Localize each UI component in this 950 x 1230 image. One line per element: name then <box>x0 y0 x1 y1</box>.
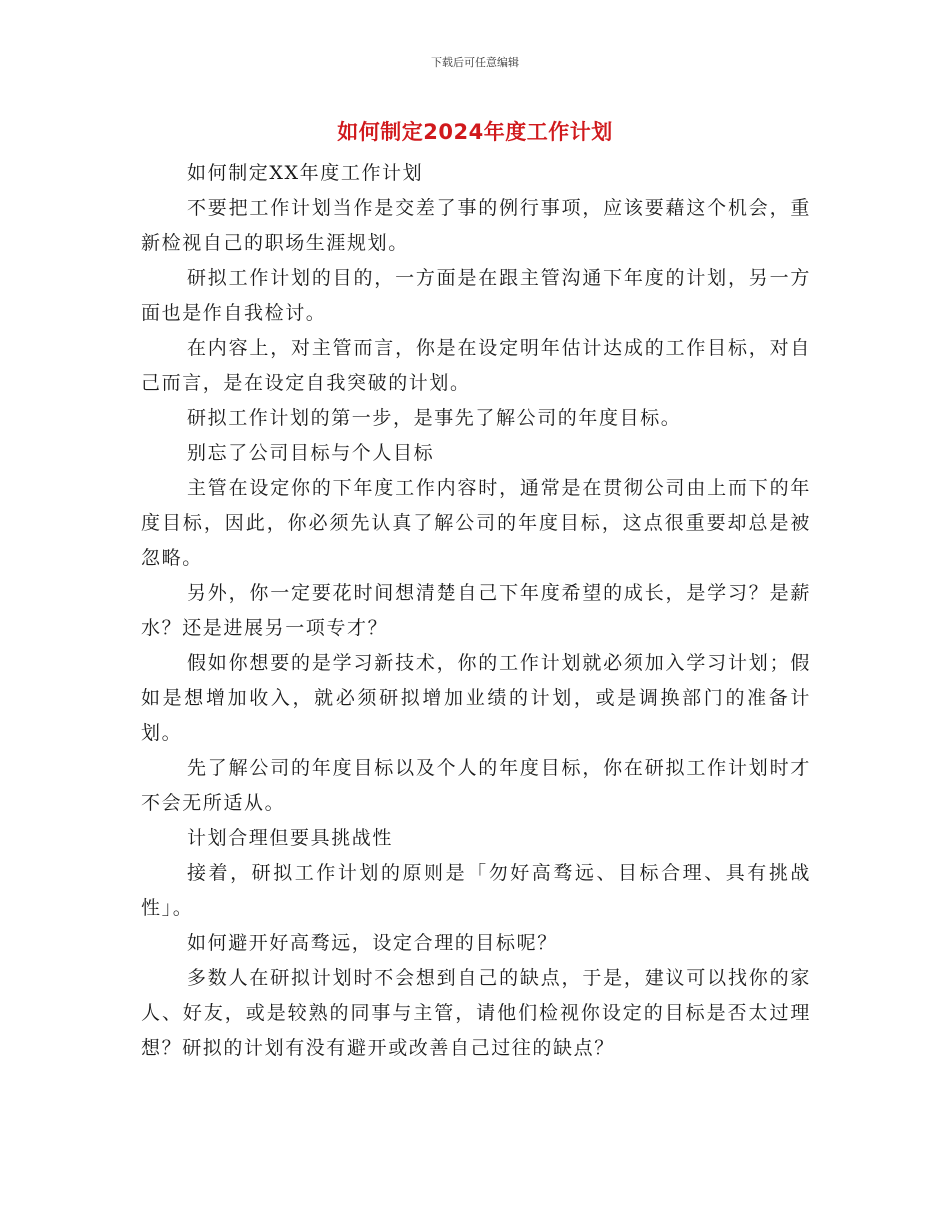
paragraph: 研拟工作计划的第一步，是事先了解公司的年度目标。 <box>187 407 682 429</box>
section-heading: 别忘了公司目标与个人目标 <box>187 442 435 464</box>
paragraph: 主管在设定你的下年度工作内容时，通常是在贯彻公司由上而下的年度目标，因此，你必须先认真了解公司的年度目标，这点很重要却总是被忽略。 <box>141 477 811 569</box>
paragraph: 不要把工作计划当作是交差了事的例行事项，应该要藉这个机会，重新检视自己的职场生涯规划。 <box>141 197 811 254</box>
document-title: 如何制定2024年度工作计划 <box>337 120 613 144</box>
paragraph: 多数人在研拟计划时不会想到自己的缺点，于是，建议可以找你的家人、好友，或是较熟的同事与主管，请他们检视你设定的目标是否太过理想？研拟的计划有没有避开或改善自己过往的缺点？ <box>141 967 811 1059</box>
paragraph: 先了解公司的年度目标以及个人的年度目标，你在研拟工作计划时才不会无所适从。 <box>141 757 811 814</box>
paragraph: 另外，你一定要花时间想清楚自己下年度希望的成长，是学习？是薪水？还是进展另一项专才？ <box>141 582 811 639</box>
paragraph: 如何制定XX年度工作计划 <box>187 162 424 184</box>
document-body <box>141 156 811 1066</box>
paragraph: 接着，研拟工作计划的原则是「勿好高骛远、目标合理、具有挑战性」。 <box>141 862 811 919</box>
paragraph: 在内容上，对主管而言，你是在设定明年估计达成的工作目标，对自己而言，是在设定自我突破的计划。 <box>141 337 811 394</box>
paragraph: 假如你想要的是学习新技术，你的工作计划就必须加入学习计划；假如是想增加收入，就必须研拟增加业绩的计划，或是调换部门的准备计划。 <box>141 652 811 744</box>
paragraph: 如何避开好高骛远，设定合理的目标呢？ <box>187 932 558 954</box>
section-heading: 计划合理但要具挑战性 <box>187 827 394 849</box>
header-note: 下载后可任意编辑 <box>431 56 519 69</box>
paragraph: 研拟工作计划的目的，一方面是在跟主管沟通下年度的计划，另一方面也是作自我检讨。 <box>141 267 811 324</box>
